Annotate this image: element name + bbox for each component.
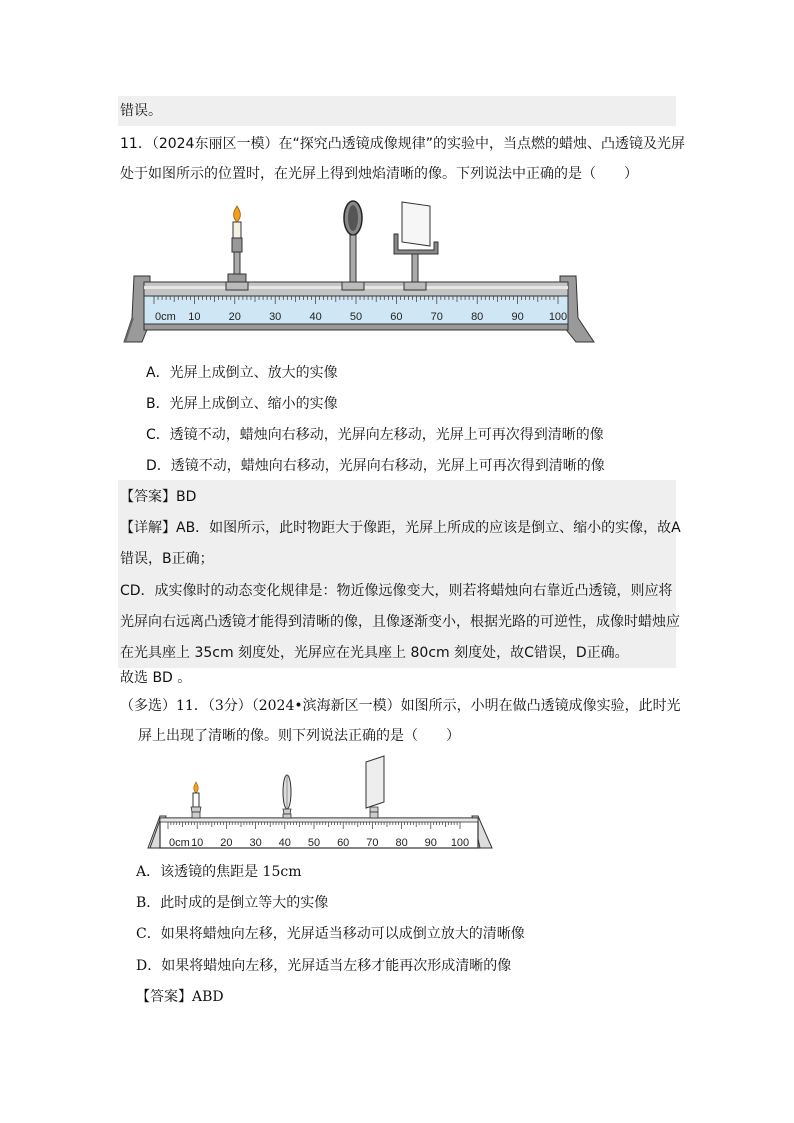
light-screen xyxy=(402,202,430,246)
q1-explain-line3: CD．成实像时的动态变化规律是：物近像远像变大，则若将蜡烛向右靠近凸透镜，则应将 xyxy=(120,583,673,599)
q1-option-c: C．透镜不动，蜡烛向右移动，光屏向左移动，光屏上可再次得到清晰的像 xyxy=(146,427,604,443)
q2-light-screen xyxy=(366,756,384,808)
lens-holder xyxy=(342,201,364,290)
ruler-label: 100 xyxy=(548,311,568,323)
ruler-label: 20 xyxy=(220,837,233,849)
ruler-label: 90 xyxy=(424,837,437,849)
screen-holder xyxy=(394,202,438,290)
q2-stem-line1: （多选）11．（3分）（2024•滨海新区一模）如图所示，小明在做凸透镜成像实验，此时光 xyxy=(120,698,681,714)
solution-block-top xyxy=(118,96,676,126)
q1-explain-line1: 【详解】AB．如图所示，此时物距大于像距，光屏上所成的应该是倒立、缩小的实像，故A xyxy=(120,520,681,536)
q2-stem-line2: 屏上出现了清晰的像。则下列说法正确的是（ ） xyxy=(138,728,460,744)
q1-solution-block xyxy=(118,480,676,668)
q2-answer: 【答案】ABD xyxy=(136,989,224,1005)
q1-option-b: B．光屏上成倒立、缩小的实像 xyxy=(146,396,338,412)
q2-optical-bench-figure xyxy=(138,752,498,856)
q1-stem-line1: 11．（2024东丽区一模）在“探究凸透镜成像规律”的实验中，当点燃的蜡烛、凸透镜及光屏 xyxy=(120,136,685,152)
ruler-label: 50 xyxy=(307,837,321,849)
ruler-label: 80 xyxy=(395,837,408,849)
ruler-label: 70 xyxy=(366,837,379,849)
q2-option-a: A．该透镜的焦距是 15cm xyxy=(136,864,302,880)
ruler-label: 10 xyxy=(188,311,201,323)
ruler-label: 40 xyxy=(278,837,291,849)
ruler-label: 0cm xyxy=(155,311,176,323)
ruler-label: 30 xyxy=(249,837,262,849)
q2-lens xyxy=(283,775,291,818)
candle xyxy=(233,222,241,238)
ruler-label: 30 xyxy=(269,311,282,323)
ruler-label: 70 xyxy=(430,311,443,323)
q1-answer: 【答案】BD xyxy=(120,489,197,505)
q1-explain-line2: 错误，B正确； xyxy=(120,551,214,567)
q2-option-c: C．如果将蜡烛向左移，光屏适当移动可以成倒立放大的清晰像 xyxy=(136,926,525,942)
q1-optical-bench-figure xyxy=(120,198,600,348)
q2-candle xyxy=(191,782,201,818)
q1-explain-line5: 在光具座上 35cm 刻度处，光屏应在光具座上 80cm 刻度处，故C错误，D正确。 xyxy=(120,645,629,661)
q1-option-d: D．透镜不动，蜡烛向右移动，光屏向右移动，光屏上可再次得到清晰的像 xyxy=(146,458,605,474)
candle-flame xyxy=(234,206,241,222)
q2-option-d: D．如果将蜡烛向左移，光屏适当左移才能再次形成清晰的像 xyxy=(136,958,512,974)
q1-conclusion: 故选 BD 。 xyxy=(120,670,192,686)
ruler-label: 60 xyxy=(390,311,403,323)
ruler-label: 10 xyxy=(191,837,204,849)
ruler-label: 60 xyxy=(337,837,350,849)
q1-stem-line2: 处于如图所示的位置时，在光屏上得到烛焰清晰的像。下列说法中正确的是（ ） xyxy=(120,166,638,182)
candle-holder xyxy=(226,206,248,290)
q2-option-b: B．此时成的是倒立等大的实像 xyxy=(136,895,329,911)
q2-screen xyxy=(366,756,384,818)
ruler-label: 20 xyxy=(228,311,241,323)
ruler-label: 100 xyxy=(450,837,470,849)
q1-option-a: A．光屏上成倒立、放大的实像 xyxy=(146,365,338,381)
ruler-label: 0cm xyxy=(169,837,190,849)
ruler-label: 80 xyxy=(471,311,484,323)
q1-explain-line4: 光屏向右远离凸透镜才能得到清晰的像，且像逐渐变小，根据光路的可逆性，成像时蜡烛应 xyxy=(120,614,680,630)
ruler-label: 90 xyxy=(511,311,524,323)
prev-solution-text: 错误。 xyxy=(120,103,162,119)
ruler-label: 40 xyxy=(309,311,322,323)
q2-candle-flame xyxy=(194,782,199,793)
ruler-label: 50 xyxy=(349,311,363,323)
